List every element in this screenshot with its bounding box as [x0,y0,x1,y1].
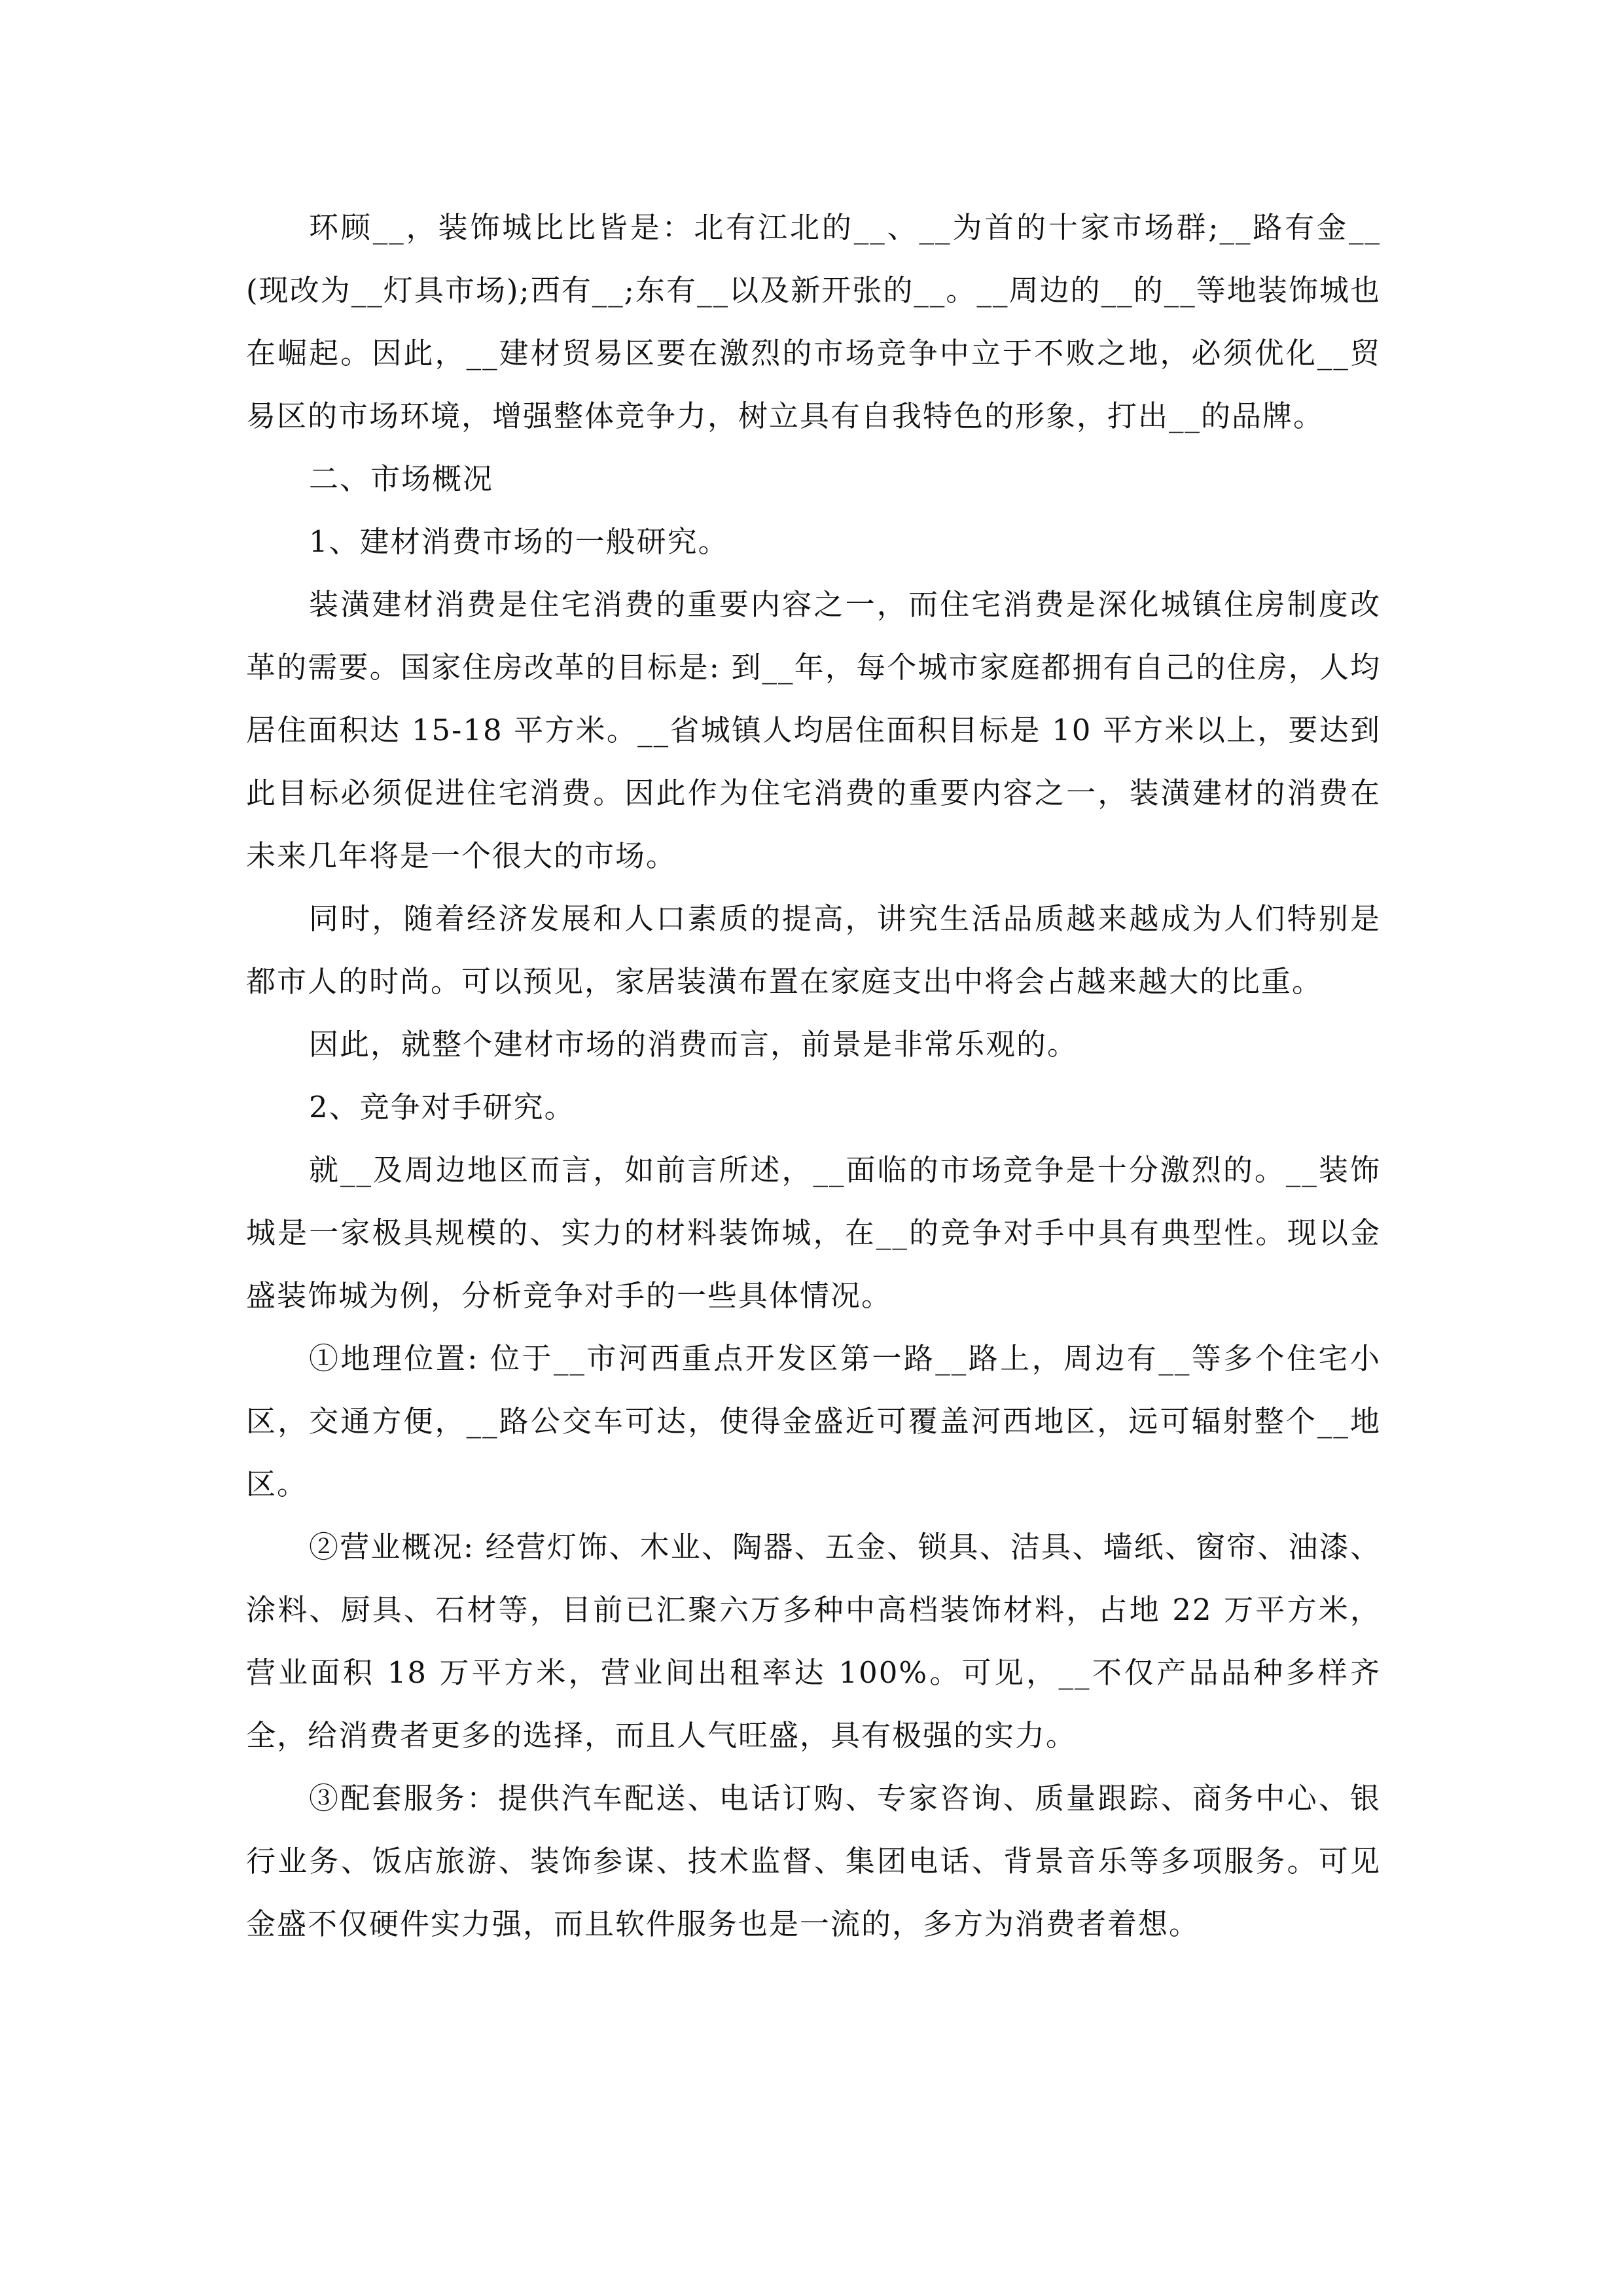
subheading-competitor-study: 2、竞争对手研究。 [309,1090,575,1124]
subheading-consumer-market-study: 1、建材消费市场的一般研究。 [309,524,729,559]
paragraph-lifestyle-trend: 同时，随着经济发展和人口素质的提高，讲究生活品质越来越成为人们特别是都市人的时尚。可以预见，家居装潢布置在家庭支出中将会占越来越大的比重。 [246,901,1381,999]
section-heading-market-overview: 二、市场概况 [309,461,494,496]
paragraph-support-services: ③配套服务：提供汽车配送、电话订购、专家咨询、质量跟踪、商务中心、银行业务、饭店旅游、装饰参谋、技术监督、集团电话、背景音乐等多项服务。可见金盛不仅硬件实力强，而且软件服务也是一流的，多方为消费者着想。 [246,1781,1381,1941]
paragraph-intro-competition: 环顾__，装饰城比比皆是：北有江北的__、__为首的十家市场群;__路有金__(现改为__灯具市场);西有__;东有__以及新开张的__。__周边的__的__等地装饰城也在崛起。因此，__建材贸易区要在激烈的市场竞争中立于不败之地，必须优化__贸易区的市场环境，增强整体竞争力，树立具有自我特色的形象，打出__的品牌。 [246,210,1381,433]
document-body [246,196,1381,1956]
paragraph-competitor-intro: 就__及周边地区而言，如前言所述，__面临的市场竞争是十分激烈的。__装饰城是一家极具规模的、实力的材料装饰城，在__的竞争对手中具有典型性。现以金盛装饰城为例，分析竞争对手的一些具体情况。 [246,1153,1381,1313]
paragraph-location: ①地理位置: 位于__市河西重点开发区第一路__路上，周边有__等多个住宅小区，交通方便，__路公交车可达，使得金盛近可覆盖河西地区，远可辐射整个__地区。 [246,1341,1381,1501]
paragraph-housing-consumption: 装潢建材消费是住宅消费的重要内容之一，而住宅消费是深化城镇住房制度改革的需要。国家住房改革的目标是: 到__年，每个城市家庭都拥有自己的住房，人均居住面积达 15-18 平方米。__省城镇人均居住面积目标是 10 平方米以上，要达到此目标必须促进住宅消费。因此作为住宅消费的重要内容之一，装潢建材的消费在未来几年将是一个很大的市场。 [246,587,1381,873]
paragraph-market-outlook: 因此，就整个建材市场的消费而言，前景是非常乐观的。 [309,1027,1079,1062]
paragraph-business-overview: ②营业概况: 经营灯饰、木业、陶器、五金、锁具、洁具、墙纸、窗帘、油漆、涂料、厨具、石材等，目前已汇聚六万多种中高档装饰材料，占地 22 万平方米，营业面积 18 万平方米，营业间出租率达 100%。可见，__不仅产品品种多样齐全，给消费者更多的选择，而且人气旺盛，具有极强的实力。 [246,1530,1381,1753]
